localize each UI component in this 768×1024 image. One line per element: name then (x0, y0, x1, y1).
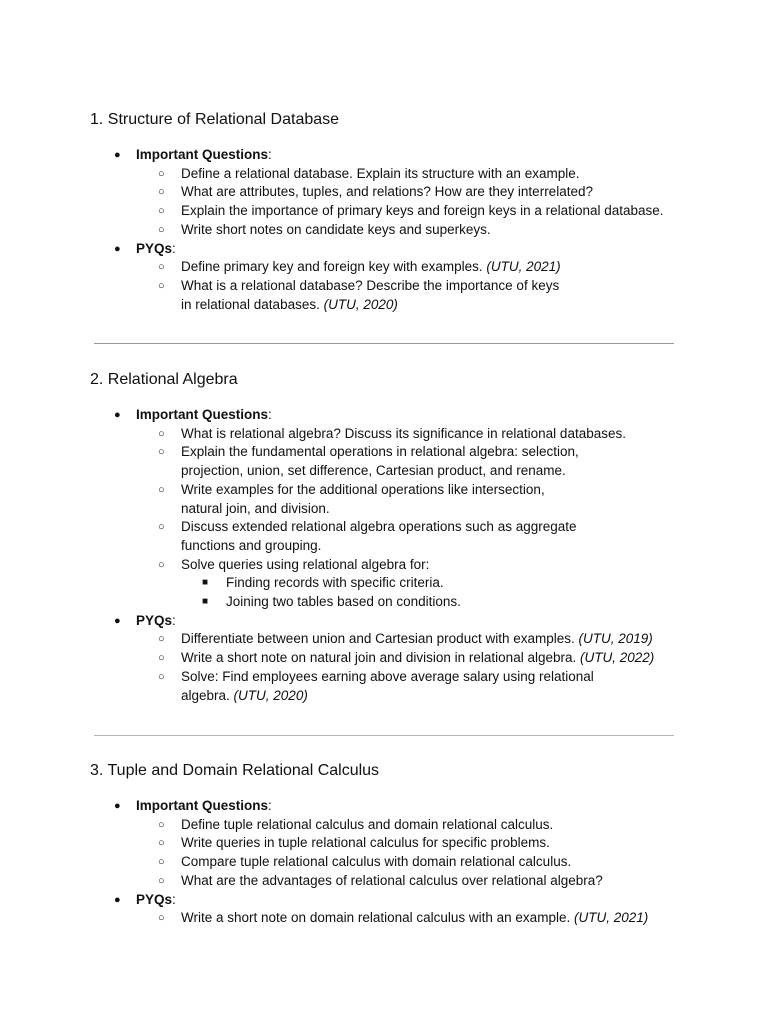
list-item: ○ Write queries in tuple relational calculus for specific problems. (158, 835, 550, 851)
question-list (90, 146, 680, 314)
section-3 (90, 761, 680, 928)
list-item: ○ Write short notes on candidate keys and superkeys. (158, 221, 491, 237)
divider (94, 735, 674, 736)
section-title: 3. Tuple and Domain Relational Calculus (90, 762, 380, 779)
section-2 (90, 370, 680, 705)
section-title: 2. Relational Algebra (90, 371, 238, 388)
question-list (90, 797, 680, 928)
list-item: ● Important Questions: (114, 407, 272, 422)
list-item: ○ Discuss extended relational algebra operations such as aggregate functions and grouping. (158, 519, 577, 553)
list-item: ○ Write a short note on domain relational calculus with an example. (UTU, 2021) (158, 910, 649, 926)
list-item: ○ Compare tuple relational calculus with domain relational calculus. (158, 854, 572, 870)
list-item: ○ Define tuple relational calculus and domain relational calculus. (158, 816, 554, 832)
list-item: ○ Solve: Find employees earning above average salary using relational algebra. (UTU, 2020) (158, 668, 594, 703)
list-item: ○ What is relational algebra? Discuss its significance in relational databases. (158, 425, 626, 441)
section-title: 1. Structure of Relational Database (90, 111, 340, 128)
list-item: ○ Write examples for the additional operations like intersection, natural join, and division. (158, 481, 545, 516)
list-item: ● PYQs: (114, 612, 176, 628)
list-item: ● PYQs: (114, 891, 176, 907)
list-item: ● Important Questions: (114, 798, 272, 813)
list-item: ■ Finding records with specific criteria. (202, 575, 444, 591)
section-1 (90, 110, 680, 314)
question-list (90, 406, 680, 705)
list-item: ○ What are attributes, tuples, and relations? How are they interrelated? (158, 184, 593, 200)
list-item: ○ Differentiate between union and Cartesian product with examples. (UTU, 2019) (158, 631, 653, 647)
list-item: ■ Joining two tables based on conditions. (202, 594, 461, 610)
list-item: ○ What is a relational database? Describe the importance of keys in relational databases. (UTU, 2020) (158, 277, 560, 312)
divider (94, 343, 674, 344)
list-item: ○ Explain the importance of primary keys and foreign keys in a relational database. (158, 203, 664, 219)
list-item: ○ Define primary key and foreign key with examples. (UTU, 2021) (158, 259, 561, 275)
list-item: ○ Solve queries using relational algebra for: (158, 556, 430, 572)
list-item: ● PYQs: (114, 240, 176, 256)
list-item: ● Important Questions: (114, 147, 272, 162)
list-item: ○ Define a relational database. Explain its structure with an example. (158, 165, 580, 181)
list-item: ○ Write a short note on natural join and division in relational algebra. (UTU, 2022) (158, 650, 655, 666)
list-item: ○ Explain the fundamental operations in relational algebra: selection, projection, union, set difference, Cartesian product, and rename. (158, 444, 579, 479)
list-item: ○ What are the advantages of relational calculus over relational algebra? (158, 872, 603, 888)
